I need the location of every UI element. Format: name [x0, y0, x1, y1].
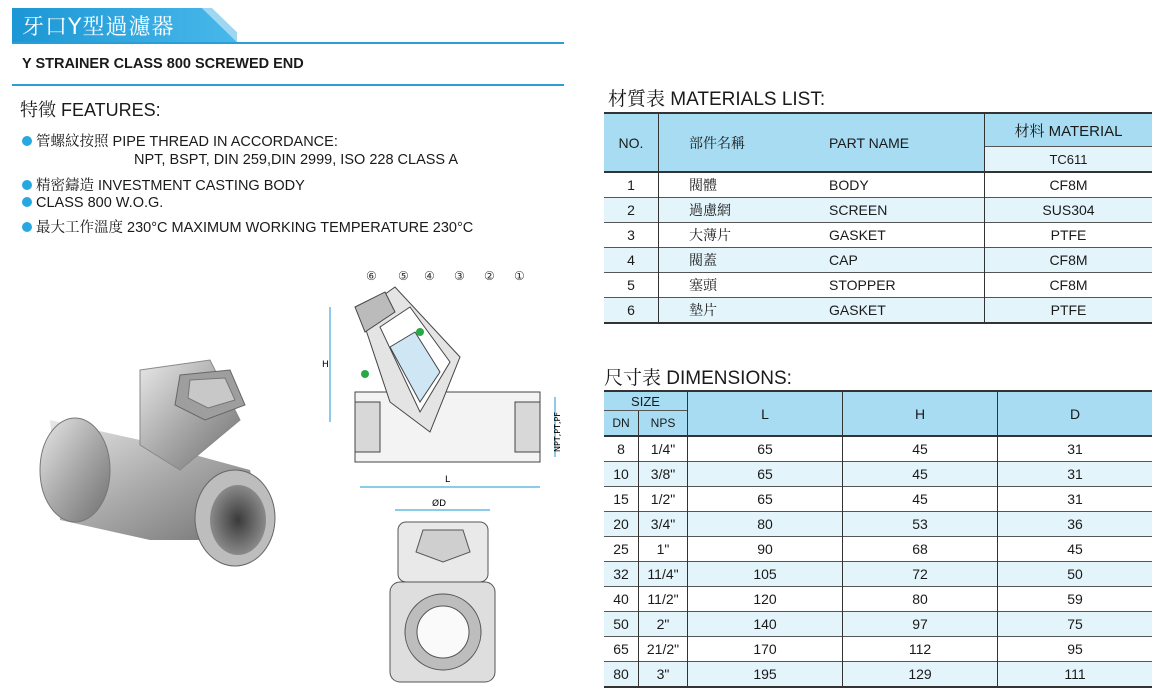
cell-d: 75	[998, 612, 1153, 637]
cell-l: 105	[688, 562, 843, 587]
cell-part-en: STOPPER	[829, 277, 896, 293]
cell-part-cn: 大薄片	[659, 223, 830, 248]
cell-nps: 11/4"	[639, 562, 688, 587]
feature-item	[22, 216, 473, 237]
cell-d: 59	[998, 587, 1153, 612]
materials-table	[604, 112, 1152, 324]
cell-dn: 15	[613, 491, 629, 507]
cell-h: 72	[843, 562, 998, 587]
cell-part-en: GASKET	[829, 227, 886, 243]
title-rule	[12, 42, 564, 44]
callout-1: ①	[514, 269, 525, 283]
cell-nps: 1/4"	[639, 436, 688, 462]
table-row	[604, 273, 1152, 298]
col-nps: NPS	[639, 411, 688, 437]
feature-text: 精密鑄造 INVESTMENT CASTING BODY	[36, 178, 305, 194]
table-row	[604, 612, 1152, 637]
cell-d: 31	[998, 436, 1153, 462]
dimensions-table	[604, 390, 1152, 688]
feature-item	[22, 174, 305, 195]
cell-dn: 65	[613, 641, 629, 657]
cell-h: 129	[843, 662, 998, 688]
bullet-icon	[22, 222, 32, 232]
cell-d: 31	[998, 487, 1153, 512]
cell-part-cn: 塞頭	[659, 273, 830, 298]
col-dn: DN	[604, 411, 639, 437]
bullet-icon	[22, 197, 32, 207]
cell-l: 65	[688, 436, 843, 462]
strainer-photo	[30, 350, 280, 580]
cell-d: 45	[998, 537, 1153, 562]
cell-part-cn: 過慮網	[659, 198, 830, 223]
cell-material: CF8M	[985, 248, 1153, 273]
table-row	[604, 172, 1152, 198]
cell-material: SUS304	[985, 198, 1153, 223]
col-part-en: PART NAME	[829, 113, 985, 172]
cell-no: 2	[627, 202, 635, 218]
dimensions-body	[604, 436, 1152, 687]
table-row	[604, 436, 1152, 462]
cell-d: 31	[998, 462, 1153, 487]
product-subtitle: Y STRAINER CLASS 800 SCREWED END	[22, 56, 304, 72]
cell-dn: 25	[613, 541, 629, 557]
table-row	[604, 662, 1152, 688]
cell-d: 36	[998, 512, 1153, 537]
table-row	[604, 637, 1152, 662]
cell-nps: 2"	[639, 612, 688, 637]
cell-dn: 8	[617, 441, 625, 457]
feature-item-continued: NPT, BSPT, DIN 259,DIN 2999, ISO 228 CLASS A	[134, 152, 458, 168]
cell-l: 120	[688, 587, 843, 612]
col-d: D	[998, 391, 1153, 436]
col-part-cn: 部件名稱	[659, 113, 830, 172]
table-row	[604, 198, 1152, 223]
cell-part-en: GASKET	[829, 302, 886, 318]
subtitle-rule	[12, 84, 564, 86]
cell-h: 97	[843, 612, 998, 637]
cell-l: 80	[688, 512, 843, 537]
callout-3: ③	[454, 269, 465, 283]
cell-dn: 32	[613, 566, 629, 582]
callout-4: ④	[424, 269, 435, 283]
cell-part-cn: 閥蓋	[659, 248, 830, 273]
cell-d: 111	[998, 662, 1153, 688]
cell-h: 45	[843, 487, 998, 512]
features-heading: 特徵 FEATURES:	[20, 100, 161, 120]
thread-label: NPT,PT,PF	[553, 412, 562, 452]
cell-l: 65	[688, 462, 843, 487]
col-size: SIZE	[631, 393, 660, 409]
table-row	[604, 562, 1152, 587]
cell-l: 65	[688, 487, 843, 512]
page-title: 牙口Y型過濾器	[22, 15, 175, 40]
cell-dn: 50	[613, 616, 629, 632]
cell-nps: 21/2"	[639, 637, 688, 662]
technical-drawing	[320, 262, 570, 692]
table-row	[604, 223, 1152, 248]
cell-l: 140	[688, 612, 843, 637]
cell-nps: 3/4"	[639, 512, 688, 537]
col-material: 材料 MATERIAL	[985, 113, 1153, 147]
cell-no: 4	[627, 252, 635, 268]
dim-d-label: ØD	[432, 499, 447, 509]
cell-nps: 1"	[639, 537, 688, 562]
end-view	[390, 522, 495, 682]
callouts	[366, 269, 525, 283]
cell-h: 80	[843, 587, 998, 612]
cell-nps: 3/8"	[639, 462, 688, 487]
cell-part-en: SCREEN	[829, 202, 888, 218]
materials-heading: 材質表 MATERIALS LIST:	[608, 89, 826, 110]
table-row	[604, 298, 1152, 324]
cell-dn: 40	[613, 591, 629, 607]
table-row	[604, 512, 1152, 537]
cell-h: 53	[843, 512, 998, 537]
cell-dn: 10	[613, 466, 629, 482]
col-l: L	[688, 391, 843, 436]
cell-h: 112	[843, 637, 998, 662]
cell-part-cn: 墊片	[659, 298, 830, 324]
dim-h-label: H	[322, 360, 329, 370]
cross-section	[330, 287, 555, 487]
feature-text: CLASS 800 W.O.G.	[36, 195, 164, 211]
table-row	[604, 587, 1152, 612]
feature-item	[22, 195, 163, 211]
gasket-marker	[361, 370, 369, 378]
table-row	[604, 462, 1152, 487]
cell-nps: 11/2"	[639, 587, 688, 612]
cell-material: CF8M	[985, 273, 1153, 298]
callout-2: ②	[484, 269, 495, 283]
col-h: H	[843, 391, 998, 436]
cell-dn: 80	[613, 666, 629, 682]
col-no: NO.	[604, 113, 659, 172]
cell-no: 6	[627, 302, 635, 318]
feature-text: 管螺紋按照 PIPE THREAD IN ACCORDANCE:	[36, 134, 338, 150]
cell-l: 195	[688, 662, 843, 688]
callout-5: ⑤	[398, 269, 409, 283]
cell-nps: 1/2"	[639, 487, 688, 512]
cell-part-en: CAP	[829, 252, 858, 268]
cell-no: 5	[627, 277, 635, 293]
cell-l: 90	[688, 537, 843, 562]
cell-d: 95	[998, 637, 1153, 662]
cell-h: 45	[843, 462, 998, 487]
feature-text: 最大工作溫度 230°C MAXIMUM WORKING TEMPERATURE 230°C	[36, 220, 474, 236]
cell-no: 3	[627, 227, 635, 243]
cell-l: 170	[688, 637, 843, 662]
dim-l-label: L	[445, 475, 451, 485]
cell-h: 45	[843, 436, 998, 462]
material-grade: TC611	[985, 147, 1153, 173]
dimensions-heading: 尺寸表 DIMENSIONS:	[604, 368, 792, 389]
table-row	[604, 537, 1152, 562]
table-row	[604, 487, 1152, 512]
gasket-marker	[416, 328, 424, 336]
cell-material: CF8M	[985, 172, 1153, 198]
callout-6: ⑥	[366, 269, 377, 283]
bullet-icon	[22, 180, 32, 190]
feature-item	[22, 130, 338, 151]
cell-material: PTFE	[985, 223, 1153, 248]
table-row	[604, 248, 1152, 273]
cell-no: 1	[627, 177, 635, 193]
cell-part-cn: 閥體	[659, 172, 830, 198]
cell-material: PTFE	[985, 298, 1153, 324]
cell-dn: 20	[613, 516, 629, 532]
bullet-icon	[22, 136, 32, 146]
cell-d: 50	[998, 562, 1153, 587]
cell-nps: 3"	[639, 662, 688, 688]
cell-h: 68	[843, 537, 998, 562]
cell-part-en: BODY	[829, 177, 869, 193]
